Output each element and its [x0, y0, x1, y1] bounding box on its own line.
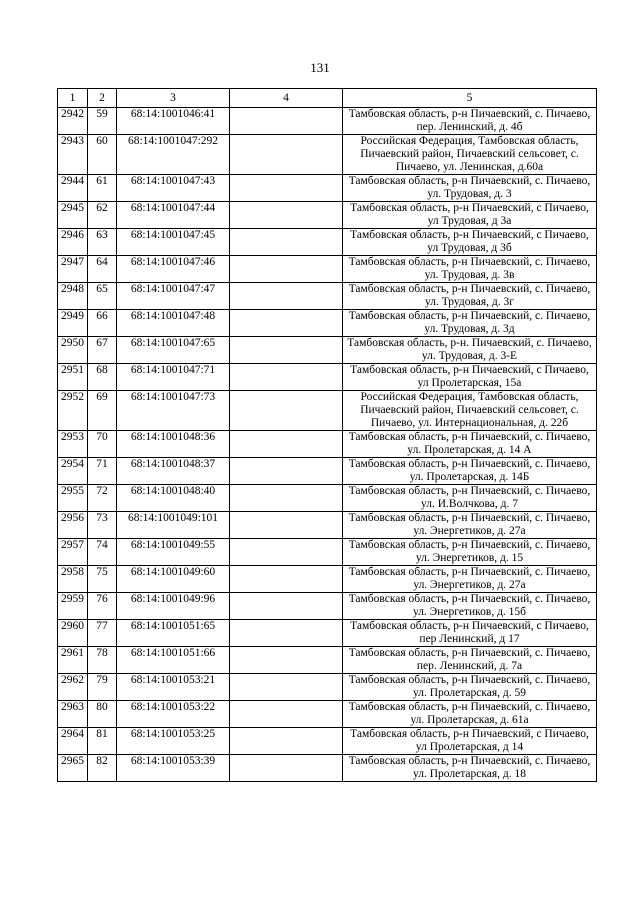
column-4-cell [230, 647, 343, 674]
table-row [58, 337, 597, 364]
row-number-cell: 2946 [58, 229, 88, 256]
address-cell: Тамбовская область, р-н Пичаевский, с Пичаево, ул Трудовая, д 3б [343, 229, 597, 256]
address-cell: Тамбовская область, р-н Пичаевский, с. Пичаево, ул. Пролетарская, д. 14 А [343, 431, 597, 458]
address-cell: Тамбовская область, р-н Пичаевский, с. Пичаево, ул. Трудовая, д. 3д [343, 310, 597, 337]
cadastral-number-cell: 68:14:1001047:43 [117, 175, 230, 202]
table-header-row [58, 89, 597, 108]
item-index-cell: 67 [88, 337, 117, 364]
column-4-cell [230, 512, 343, 539]
row-number-cell: 2950 [58, 337, 88, 364]
cadastral-number-cell: 68:14:1001053:21 [117, 674, 230, 701]
header-col-2: 2 [88, 89, 117, 108]
cadastral-number-cell: 68:14:1001047:65 [117, 337, 230, 364]
header-col-1: 1 [58, 89, 88, 108]
address-cell: Тамбовская область, р-н Пичаевский, с. Пичаево, ул. Пролетарская, д. 14Б [343, 458, 597, 485]
table-row [58, 755, 597, 782]
row-number-cell: 2944 [58, 175, 88, 202]
address-cell: Тамбовская область, р-н Пичаевский, с. Пичаево, ул. Энергетиков, д. 27а [343, 512, 597, 539]
table-row [58, 135, 597, 175]
column-4-cell [230, 674, 343, 701]
table-row [58, 701, 597, 728]
row-number-cell: 2964 [58, 728, 88, 755]
row-number-cell: 2949 [58, 310, 88, 337]
cadastral-number-cell: 68:14:1001047:48 [117, 310, 230, 337]
header-col-4: 4 [230, 89, 343, 108]
row-number-cell: 2947 [58, 256, 88, 283]
item-index-cell: 68 [88, 364, 117, 391]
item-index-cell: 82 [88, 755, 117, 782]
table-row [58, 512, 597, 539]
table-row [58, 229, 597, 256]
address-cell: Тамбовская область, р-н Пичаевский, с. Пичаево, ул. Пролетарская, д. 59 [343, 674, 597, 701]
item-index-cell: 66 [88, 310, 117, 337]
column-4-cell [230, 229, 343, 256]
item-index-cell: 71 [88, 458, 117, 485]
column-4-cell [230, 175, 343, 202]
table-row [58, 202, 597, 229]
column-4-cell [230, 391, 343, 431]
column-4-cell [230, 593, 343, 620]
row-number-cell: 2963 [58, 701, 88, 728]
row-number-cell: 2960 [58, 620, 88, 647]
column-4-cell [230, 485, 343, 512]
address-cell: Тамбовская область, р-н Пичаевский, с. Пичаево, ул. Энергетиков, д. 15 [343, 539, 597, 566]
address-cell: Тамбовская область, р-н Пичаевский, с. Пичаево, ул. Пролетарская, д. 61а [343, 701, 597, 728]
address-cell: Тамбовская область, р-н. Пичаевский, с. Пичаево, ул. Трудовая, д. 3-Е [343, 337, 597, 364]
row-number-cell: 2965 [58, 755, 88, 782]
column-4-cell [230, 256, 343, 283]
column-4-cell [230, 458, 343, 485]
column-4-cell [230, 539, 343, 566]
column-4-cell [230, 566, 343, 593]
item-index-cell: 73 [88, 512, 117, 539]
cadastral-number-cell: 68:14:1001049:101 [117, 512, 230, 539]
address-cell: Тамбовская область, р-н Пичаевский, с Пичаево, ул Пролетарская, д 14 [343, 728, 597, 755]
table-row [58, 175, 597, 202]
header-col-3: 3 [117, 89, 230, 108]
row-number-cell: 2961 [58, 647, 88, 674]
table-row [58, 391, 597, 431]
column-4-cell [230, 337, 343, 364]
item-index-cell: 74 [88, 539, 117, 566]
item-index-cell: 60 [88, 135, 117, 175]
row-number-cell: 2959 [58, 593, 88, 620]
item-index-cell: 78 [88, 647, 117, 674]
table-row [58, 283, 597, 310]
cadastral-number-cell: 68:14:1001053:22 [117, 701, 230, 728]
row-number-cell: 2951 [58, 364, 88, 391]
table-body [58, 108, 597, 782]
item-index-cell: 63 [88, 229, 117, 256]
table-row [58, 458, 597, 485]
cadastral-number-cell: 68:14:1001047:73 [117, 391, 230, 431]
item-index-cell: 76 [88, 593, 117, 620]
address-cell: Тамбовская область, р-н Пичаевский, с Пичаево, ул Пролетарская, 15а [343, 364, 597, 391]
item-index-cell: 77 [88, 620, 117, 647]
item-index-cell: 75 [88, 566, 117, 593]
register-table [57, 88, 597, 782]
column-4-cell [230, 364, 343, 391]
table-row [58, 256, 597, 283]
table-row [58, 593, 597, 620]
cadastral-number-cell: 68:14:1001051:66 [117, 647, 230, 674]
cadastral-number-cell: 68:14:1001053:39 [117, 755, 230, 782]
row-number-cell: 2942 [58, 108, 88, 135]
row-number-cell: 2958 [58, 566, 88, 593]
item-index-cell: 64 [88, 256, 117, 283]
cadastral-number-cell: 68:14:1001047:44 [117, 202, 230, 229]
column-4-cell [230, 431, 343, 458]
address-cell: Тамбовская область, р-н Пичаевский, с. Пичаево, пер. Ленинский, д. 4б [343, 108, 597, 135]
address-cell: Тамбовская область, р-н Пичаевский, с. Пичаево, ул. Энергетиков, д. 15б [343, 593, 597, 620]
column-4-cell [230, 755, 343, 782]
cadastral-number-cell: 68:14:1001048:37 [117, 458, 230, 485]
table-row [58, 539, 597, 566]
item-index-cell: 59 [88, 108, 117, 135]
cadastral-number-cell: 68:14:1001047:71 [117, 364, 230, 391]
column-4-cell [230, 620, 343, 647]
item-index-cell: 61 [88, 175, 117, 202]
address-cell: Российская Федерация, Тамбовская область, Пичаевский район, Пичаевский сельсовет, с. Пичаево, ул. Ленинская, д.60а [343, 135, 597, 175]
table-row [58, 566, 597, 593]
item-index-cell: 70 [88, 431, 117, 458]
row-number-cell: 2945 [58, 202, 88, 229]
address-cell: Тамбовская область, р-н Пичаевский, с. Пичаево, ул. Трудовая, д. 3в [343, 256, 597, 283]
row-number-cell: 2956 [58, 512, 88, 539]
address-cell: Тамбовская область, р-н Пичаевский, с Пичаево, пер Ленинский, д 17 [343, 620, 597, 647]
table-row [58, 728, 597, 755]
column-4-cell [230, 283, 343, 310]
row-number-cell: 2952 [58, 391, 88, 431]
column-4-cell [230, 701, 343, 728]
table-row [58, 364, 597, 391]
address-cell: Тамбовская область, р-н Пичаевский, с. Пичаево, ул. И.Волчкова, д. 7 [343, 485, 597, 512]
item-index-cell: 62 [88, 202, 117, 229]
column-4-cell [230, 202, 343, 229]
row-number-cell: 2948 [58, 283, 88, 310]
table-row [58, 431, 597, 458]
cadastral-number-cell: 68:14:1001049:60 [117, 566, 230, 593]
table-row [58, 620, 597, 647]
cadastral-number-cell: 68:14:1001053:25 [117, 728, 230, 755]
table-row [58, 485, 597, 512]
cadastral-number-cell: 68:14:1001047:46 [117, 256, 230, 283]
row-number-cell: 2955 [58, 485, 88, 512]
table-row [58, 310, 597, 337]
item-index-cell: 65 [88, 283, 117, 310]
cadastral-number-cell: 68:14:1001049:96 [117, 593, 230, 620]
column-4-cell [230, 728, 343, 755]
cadastral-number-cell: 68:14:1001049:55 [117, 539, 230, 566]
row-number-cell: 2954 [58, 458, 88, 485]
item-index-cell: 80 [88, 701, 117, 728]
page-number: 131 [310, 60, 330, 75]
row-number-cell: 2953 [58, 431, 88, 458]
table-row [58, 674, 597, 701]
cadastral-number-cell: 68:14:1001047:47 [117, 283, 230, 310]
row-number-cell: 2962 [58, 674, 88, 701]
table-row [58, 108, 597, 135]
cadastral-number-cell: 68:14:1001048:36 [117, 431, 230, 458]
column-4-cell [230, 108, 343, 135]
row-number-cell: 2957 [58, 539, 88, 566]
address-cell: Тамбовская область, р-н Пичаевский, с. Пичаево, пер. Ленинский, д. 7а [343, 647, 597, 674]
item-index-cell: 69 [88, 391, 117, 431]
cadastral-number-cell: 68:14:1001047:45 [117, 229, 230, 256]
column-4-cell [230, 310, 343, 337]
cadastral-number-cell: 68:14:1001046:41 [117, 108, 230, 135]
item-index-cell: 81 [88, 728, 117, 755]
address-cell: Российская Федерация, Тамбовская область, Пичаевский район, Пичаевский сельсовет, с. Пичаево, ул. Интернациональная, д. 22б [343, 391, 597, 431]
address-cell: Тамбовская область, р-н Пичаевский, с. Пичаево, ул. Трудовая, д. 3г [343, 283, 597, 310]
cadastral-number-cell: 68:14:1001047:292 [117, 135, 230, 175]
address-cell: Тамбовская область, р-н Пичаевский, с. Пичаево, ул. Пролетарская, д. 18 [343, 755, 597, 782]
row-number-cell: 2943 [58, 135, 88, 175]
item-index-cell: 79 [88, 674, 117, 701]
address-cell: Тамбовская область, р-н Пичаевский, с Пичаево, ул Трудовая, д 3а [343, 202, 597, 229]
cadastral-number-cell: 68:14:1001048:40 [117, 485, 230, 512]
column-4-cell [230, 135, 343, 175]
table-row [58, 647, 597, 674]
address-cell: Тамбовская область, р-н Пичаевский, с. Пичаево, ул. Трудовая, д. 3 [343, 175, 597, 202]
cadastral-number-cell: 68:14:1001051:65 [117, 620, 230, 647]
header-col-5: 5 [343, 89, 597, 108]
address-cell: Тамбовская область, р-н Пичаевский, с. Пичаево, ул. Энергетиков, д. 27а [343, 566, 597, 593]
item-index-cell: 72 [88, 485, 117, 512]
